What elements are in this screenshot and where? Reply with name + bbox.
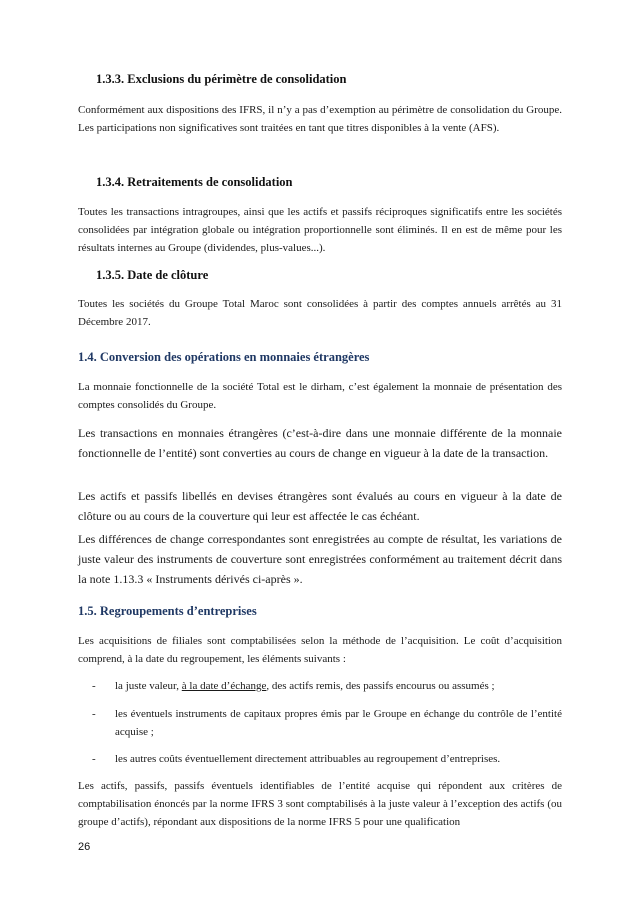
heading-1-4: 1.4. Conversion des opérations en monnaies étrangères bbox=[78, 350, 370, 364]
paragraph-differences-change: Les différences de change correspondantes sont enregistrées au compte de résultat, les variations de juste valeur des instruments de couverture sont enregistrées conformément au traitement décrit dans la note 1.13.3 « Instruments dérivés ci-après ». bbox=[78, 532, 562, 586]
paragraph-date-cloture: Toutes les sociétés du Groupe Total Maroc sont consolidées à partir des comptes annuels arrêtés au 31 Décembre 2017. bbox=[78, 298, 562, 328]
paragraph-actifs-passifs-devises: Les actifs et passifs libellés en devises étrangères sont évalués au cours en vigueur à la date de clôture ou au cours de la couverture qui leur est affectée le cas échéant. bbox=[78, 489, 562, 523]
heading-1-5: 1.5. Regroupements d’entreprises bbox=[78, 604, 257, 618]
list-item-text bbox=[115, 677, 562, 695]
page-number: 26 bbox=[78, 841, 91, 853]
underlined-phrase: à la date d’échange bbox=[181, 680, 267, 692]
list-item bbox=[92, 750, 562, 768]
paragraph-transactions-devises: Les transactions en monnaies étrangères (c’est-à-dire dans une monnaie différente de la monnaie fonctionnelle de l’entité) sont converties au cours de change en vigueur à la date de la transaction. bbox=[78, 426, 562, 460]
paragraph-exclusions: Conformément aux dispositions des IFRS, il n’y a pas d’exemption au périmètre de consolidation du Groupe. Les participations non significatives sont traitées en tant que titres disponibles à la vente (AFS). bbox=[78, 104, 562, 134]
bullet-dash: - bbox=[92, 753, 96, 765]
list-item-text: les autres coûts éventuellement directement attribuables au regroupement d’entreprises. bbox=[115, 753, 501, 765]
list-item-text-end: , des actifs remis, des passifs encourus ou assumés ; bbox=[266, 680, 495, 692]
list-item bbox=[92, 705, 562, 741]
list-item-text-start: la juste valeur, bbox=[115, 680, 182, 692]
paragraph-actifs-passifs-identifiables: Les actifs, passifs, passifs éventuels identifiables de l’entité acquise qui répondent aux critères de comptabilisation énoncés par la norme IFRS 3 sont comptabilisés à la juste valeur à l’exception des actifs (ou groupe d’actifs), répondant aux dispositions de la norme IFRS 5 pour une qualification bbox=[78, 780, 562, 828]
bullet-dash: - bbox=[92, 680, 96, 692]
paragraph-retraitements: Toutes les transactions intragroupes, ainsi que les actifs et passifs réciproques significatifs entre les sociétés consolidées par intégration globale ou intégration proportionnelle sont éliminés. Il en est de même pour les résultats internes au Groupe (dividendes, plus-values...). bbox=[78, 206, 562, 254]
heading-1-3-4: 1.3.4. Retraitements de consolidation bbox=[96, 175, 293, 189]
bullet-dash: - bbox=[92, 708, 96, 720]
list-item-text: les éventuels instruments de capitaux propres émis par le Groupe en échange du contrôle de l’entité acquise ; bbox=[115, 708, 562, 738]
heading-1-3-5: 1.3.5. Date de clôture bbox=[96, 268, 209, 282]
list-item bbox=[92, 677, 562, 695]
paragraph-monnaie-fonctionnelle: La monnaie fonctionnelle de la société Total est le dirham, c’est également la monnaie de présentation des comptes consolidés du Groupe. bbox=[78, 381, 562, 411]
heading-1-3-3: 1.3.3. Exclusions du périmètre de consolidation bbox=[96, 72, 347, 86]
paragraph-acquisitions: Les acquisitions de filiales sont comptabilisées selon la méthode de l’acquisition. Le coût d’acquisition comprend, à la date du regroupement, les éléments suivants : bbox=[78, 635, 562, 665]
